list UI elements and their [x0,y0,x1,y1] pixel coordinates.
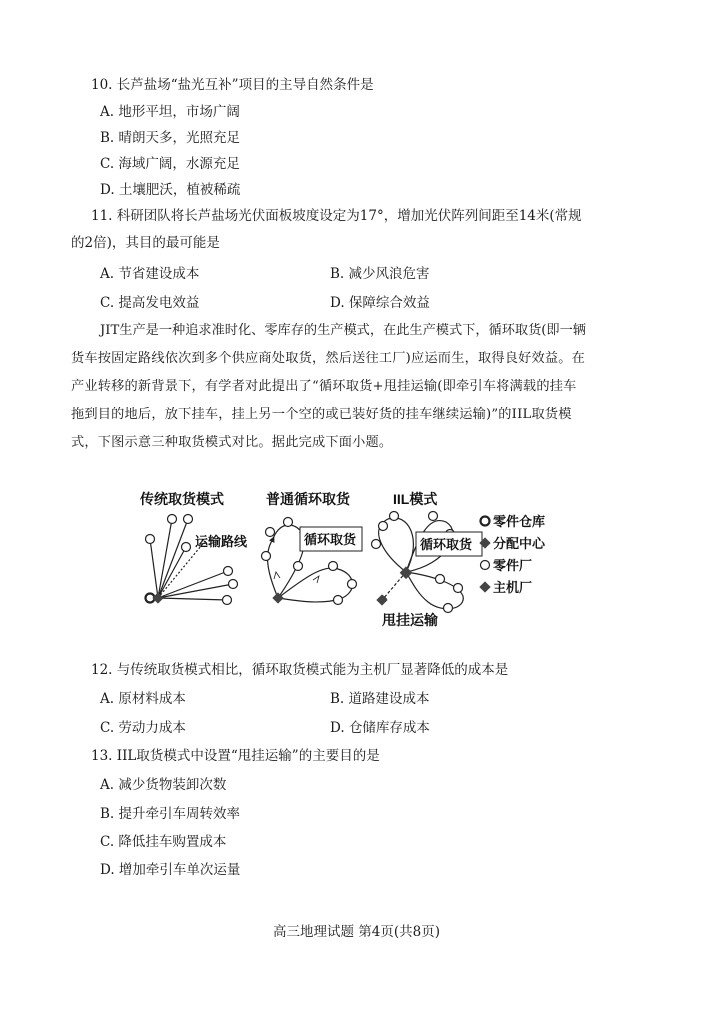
label-milkrun-2: 循环取货 [420,537,473,552]
q12-stem: 12. 与传统取货模式相比，循环取货模式能为主机厂显著降低的成本是 [91,662,509,678]
legend-warehouse: 零件仓库 [493,514,546,529]
q10-option-a: A. 地形平坦，市场广阔 [100,104,240,120]
factory-node [184,515,193,524]
legend-factory-icon [481,561,490,570]
q13-option-c: C. 降低挂车购置成本 [100,834,227,850]
factory-node [223,596,232,605]
legend-factory: 零件厂 [493,558,533,573]
q11-stem-line1: 11. 科研团队将长芦盐场光伏面板坡度设定为17°，增加光伏阵列间距至14米(常规 [91,208,582,224]
q10-option-c: C. 海域广阔，水源充足 [100,156,240,172]
factory-node [224,567,233,576]
legend-main: 主机厂 [493,580,533,595]
material-line1: JIT生产是一种追求准时化、零库存的生产模式，在此生产模式下，循环取货(即一辆 [100,323,586,338]
page-footer: 高三地理试题 第4页(共8页) [272,924,440,940]
pickup-mode-diagram [128,484,568,634]
q10-stem: 10. 长芦盐场“盐光互补”项目的主导自然条件是 [91,77,374,93]
factory-node [182,543,191,552]
q10-option-b: B. 晴朗天多，光照充足 [100,130,241,146]
q10-option-d: D. 土壤肥沃，植被稀疏 [100,182,241,198]
q11-stem-line2: 的2倍)，其目的最可能是 [71,235,220,251]
label-milkrun-1: 循环取货 [304,532,357,547]
legend-main-icon [479,581,490,592]
q13-option-a: A. 减少货物装卸次数 [100,777,227,793]
q13-option-b: B. 提升牵引车周转效率 [100,806,241,822]
factory-node [229,580,238,589]
label-drop-and-hook: 甩挂运输 [382,612,438,628]
legend-warehouse-icon [481,517,490,526]
traditional-diagram [150,519,233,600]
figure-title-traditional: 传统取货模式 [140,491,224,507]
figure-title-iil: IIL模式 [393,491,438,507]
factory-node [168,515,177,524]
material-line4: 拖到目的地后，放下挂车，挂上另一个空的或已装好货的挂车继续运输)”的IIL取货模 [71,407,572,422]
label-transport-route: 运输路线 [195,534,248,549]
legend-center: 分配中心 [493,536,546,551]
q12-option-a: A. 原材料成本 [100,691,186,707]
factory-node [146,535,155,544]
material-line2: 货车按固定路线依次到多个供应商处取货，然后送往工厂)应运而生，取得良好效益。在 [71,351,586,366]
q11-option-b: B. 减少风浪危害 [330,266,430,282]
q11-option-c: C. 提高发电效益 [100,295,200,311]
legend [479,514,546,595]
q12-option-b: B. 道路建设成本 [330,691,430,707]
q12-option-d: D. 仓储库存成本 [330,720,430,736]
q11-option-a: A. 节省建设成本 [100,266,200,282]
q11-option-d: D. 保障综合效益 [330,295,430,311]
figure-title-milkrun: 普通循环取货 [266,491,350,507]
q13-stem: 13. IIL取货模式中设置“甩挂运输”的主要目的是 [91,748,380,764]
material-line3: 产业转移的新背景下，有学者对此提出了“循环取货+甩挂运输(即牵引车将满载的挂车 [71,379,577,394]
material-line5: 式，下图示意三种取货模式对比。据此完成下面小题。 [71,435,393,450]
q12-option-c: C. 劳动力成本 [100,720,186,736]
q13-option-d: D. 增加牵引车单次运量 [100,862,241,878]
